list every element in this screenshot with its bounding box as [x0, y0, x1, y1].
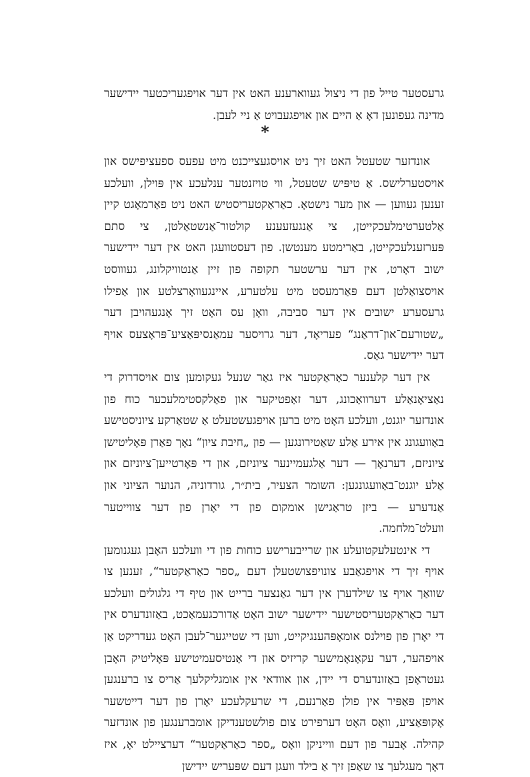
intro-paragraph [104, 83, 444, 126]
body-text [104, 151, 444, 777]
paragraph-3: די אינטעלעקטועלע און שרייבערישע כוחות פון די וועלכע האָבן געגנומען אויף זיך די אויפגאַבע צונויפצושטעלן דעם „ספר כאַראַקטער“, זענען צו שוואַך אויף צו שילדערן אין דער גאַנצער ברייט און טיף די גלגולים וועלכע דער כאַראַקטעריסטישער יידישער ישוב האָט אַדורכגעמאַכט, באַזונדערס אין די יאָרן פון פוילנס אומאָפּהענגיקייט, ווען די שטייגער־לעבן האָט געדריקט אַן אויפהער, דער עקאָנאָמישער קריזיס און די אַנטיסעמיטישע פּאָליטיק האָבן געטראָפן באַזונדערס די יידן, און אוודאי אין אומגליקלעך אַריס צו ברענגען אויפן פּאַפּיר אין פולן פאַרנעם, די שרעקלעכע יאָרן פון דער דייטשער אָקופּאַציע, וואָס האָט דערפירט צום פולשטענדיקן אומברענגען פון אונדזער קהילה. אָבער פון דעם ווייניקן וואָס „ספר כאַראַקטער“ דערציילט יאָ, איז דאָך מעגלעך צו שאַפן זיך אַ בילד וועגן דעם שפּעריש יידישן [104, 542, 444, 773]
section-separator: * [260, 122, 270, 141]
intro-text: גרעסטער טייל פון די ניצול געווארענע האט אין דער אויפגעריכטער יידישער מדינה געפונען דאָ אַ היים און אויפגעבויט אַ ניי לעבן. [104, 86, 444, 122]
paragraph-1: אונדזער שטעטל האט זיך ניט אויסגעצייכנט מיט עפעס ספעציפישס און אויסטערלישס. אַ טיפּיש שטעטל, ווי טויזנטער ענלעכע אין פּוילן, וועלכע זענען געווען — און מער נישטאָ. כאַראַקטעריסטיש האט ניט פאַרמאָגט קיין אַלטערטימלעכקייטן, צי אַנגעזעענע קולטור־אַנשטאַלטן, צי סתם פּערזענלעכקייטן, באַרימטע מענטשן. פון דעסטוועגן האט אין דער יידישער ישוב דאָרט, אין דער ערשטער תקופה פון זיין אַנטוויקלונג, געוווסט אויסצואַלטן דעם פּאַרמעסט מיט עלטערע, איינגעוואָרצלטע און אַפילו גרעסערע ישובים אין דער סביבה, וואָן עס האָט זיך אָנגעהויבן דער „שטורעם־און־דראַנג“ פעריאָד, דער גרויסער עמאַנסיפּאַציע־פּראָצעס אויף דער יידישער גאַס. [104, 154, 444, 363]
paragraph-2: אין דער קלענער כאַראַקטער איז גאַר שנעל געקומען צום אויסדרוק די נאַציאָנאַלע דערוואַכונג, דער זאַפטיקער און פאַלקסטימלעכער כוח פון אונדזער יוגנט, וועלכע האָט מיט ברען אויפגעשטעלט אַ שטאַרקע ציוניסטישע באַוועגונג אין אירע אַלע שאַטירונגען — פון „חיבת ציון“ נאָך פאַרן פּאָליטישן ציוניזם, דערנאָך — דער אַלגעמיינער ציוניזם, און די פּאָרטייען־ציוניזם און אַלע יוגנט־באַוועגונגען: השומר הצעיר, בית״ר, גורדוניה, הנוער הציוני און אַנדערע — ביזן טראַגישן אומקום פון די יאָרן פון דער צווייטער וועלט־מלחמה. [104, 369, 444, 536]
